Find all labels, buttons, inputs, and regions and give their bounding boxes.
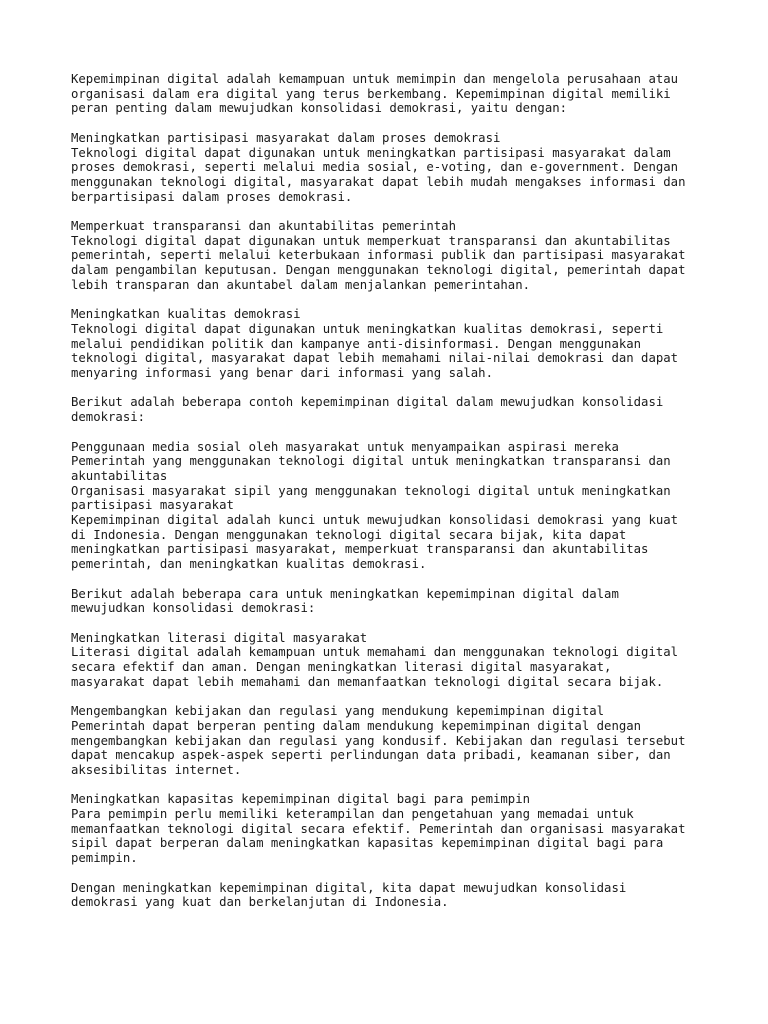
text-line: Berikut adalah beberapa cara untuk meningkatkan kepemimpinan digital dalam [71, 586, 619, 601]
text-line: secara efektif dan aman. Dengan meningkatkan literasi digital masyarakat, [71, 660, 612, 675]
text-line: mewujudkan konsolidasi demokrasi: [71, 601, 316, 616]
text-line: masyarakat dapat lebih memahami dan memanfaatkan teknologi digital secara bijak. [71, 674, 664, 689]
text-line: Literasi digital adalah kemampuan untuk memahami dan menggunakan teknologi digital [71, 645, 679, 660]
section-heading: Meningkatkan literasi digital masyarakat [71, 630, 368, 645]
list-item: Organisasi masyarakat sipil yang menggunakan teknologi digital untuk meningkatkan [71, 483, 671, 498]
list-item: Penggunaan media sosial oleh masyarakat untuk menyampaikan aspirasi mereka [71, 439, 619, 454]
text-line: Teknologi digital dapat digunakan untuk memperkuat transparansi dan akuntabilitas [71, 233, 671, 248]
paragraph-intro [71, 72, 731, 116]
paragraph-cara-intro [71, 587, 731, 616]
text-line: di Indonesia. Dengan menggunakan teknologi digital secara bijak, kita dapat [71, 527, 627, 542]
text-line: Kepemimpinan digital adalah kunci untuk mewujudkan konsolidasi demokrasi yang kuat [71, 513, 679, 528]
text-line: melalui pendidikan politik dan kampanye anti-disinformasi. Dengan menggunakan [71, 336, 642, 351]
paragraph-contoh-list [71, 440, 731, 572]
list-item: partisipasi masyarakat [71, 498, 234, 513]
list-item: akuntabilitas [71, 468, 168, 483]
text-line: aksesibilitas internet. [71, 762, 242, 777]
text-line: peran penting dalam mewujudkan konsolidasi demokrasi, yaitu dengan: [71, 101, 568, 116]
text-line: pemerintah, seperti melalui keterbukaan informasi publik dan partisipasi masyarakat [71, 248, 686, 263]
list-item: Pemerintah yang menggunakan teknologi digital untuk meningkatkan transparansi dan [71, 454, 671, 469]
text-line: pemerintah, dan meningkatkan kualitas demokrasi. [71, 557, 427, 572]
text-line: memanfaatkan teknologi digital secara efektif. Pemerintah dan organisasi masyarakat [71, 821, 686, 836]
text-line: berpartisipasi dalam proses demokrasi. [71, 189, 353, 204]
section-heading: Meningkatkan partisipasi masyarakat dalam proses demokrasi [71, 130, 501, 145]
text-line: organisasi dalam era digital yang terus berkembang. Kepemimpinan digital memiliki [71, 86, 671, 101]
text-line: lebih transparan dan akuntabel dalam menjalankan pemerintahan. [71, 277, 531, 292]
paragraph-conclusion [71, 881, 731, 910]
text-line: Teknologi digital dapat digunakan untuk meningkatkan partisipasi masyarakat dalam [71, 145, 671, 160]
text-line: Dengan meningkatkan kepemimpinan digital, kita dapat mewujudkan konsolidasi [71, 880, 627, 895]
paragraph-contoh-intro [71, 395, 731, 424]
text-line: Teknologi digital dapat digunakan untuk meningkatkan kualitas demokrasi, seperti [71, 321, 664, 336]
section-heading: Meningkatkan kualitas demokrasi [71, 307, 301, 322]
text-line: teknologi digital, masyarakat dapat lebih memahami nilai-nilai demokrasi dan dapat [71, 351, 679, 366]
text-line: menyaring informasi yang benar dari informasi yang salah. [71, 366, 493, 381]
paragraph-kebijakan [71, 704, 731, 778]
text-line: proses demokrasi, seperti melalui media sosial, e-voting, dan e-government. Dengan [71, 160, 679, 175]
document-body [71, 72, 731, 925]
paragraph-partisipasi [71, 131, 731, 205]
paragraph-literasi [71, 631, 731, 690]
text-line: Para pemimpin perlu memiliki keterampilan dan pengetahuan yang memadai untuk [71, 807, 634, 822]
paragraph-kualitas [71, 307, 731, 381]
section-heading: Mengembangkan kebijakan dan regulasi yang mendukung kepemimpinan digital [71, 704, 605, 719]
text-line: demokrasi: [71, 410, 146, 425]
paragraph-transparansi [71, 219, 731, 293]
text-line: sipil dapat berperan dalam meningkatkan kapasitas kepemimpinan digital bagi para [71, 836, 664, 851]
text-line: demokrasi yang kuat dan berkelanjutan di Indonesia. [71, 895, 449, 910]
text-line: mengembangkan kebijakan dan regulasi yang kondusif. Kebijakan dan regulasi tersebut [71, 733, 686, 748]
text-line: dapat mencakup aspek-aspek seperti perlindungan data pribadi, keamanan siber, dan [71, 748, 671, 763]
section-heading: Meningkatkan kapasitas kepemimpinan digital bagi para pemimpin [71, 792, 531, 807]
text-line: menggunakan teknologi digital, masyarakat dapat lebih mudah mengakses informasi dan [71, 174, 686, 189]
text-line: Kepemimpinan digital adalah kemampuan untuk memimpin dan mengelola perusahaan atau [71, 72, 679, 86]
section-heading: Memperkuat transparansi dan akuntabilitas pemerintah [71, 219, 456, 233]
paragraph-kapasitas [71, 792, 731, 866]
text-line: pemimpin. [71, 851, 138, 866]
text-line: meningkatkan partisipasi masyarakat, memperkuat transparansi dan akuntabilitas [71, 542, 649, 557]
text-line: Berikut adalah beberapa contoh kepemimpinan digital dalam mewujudkan konsolidasi [71, 395, 664, 410]
text-line: dalam pengambilan keputusan. Dengan menggunakan teknologi digital, pemerintah dapat [71, 263, 686, 278]
text-line: Pemerintah dapat berperan penting dalam mendukung kepemimpinan digital dengan [71, 718, 642, 733]
